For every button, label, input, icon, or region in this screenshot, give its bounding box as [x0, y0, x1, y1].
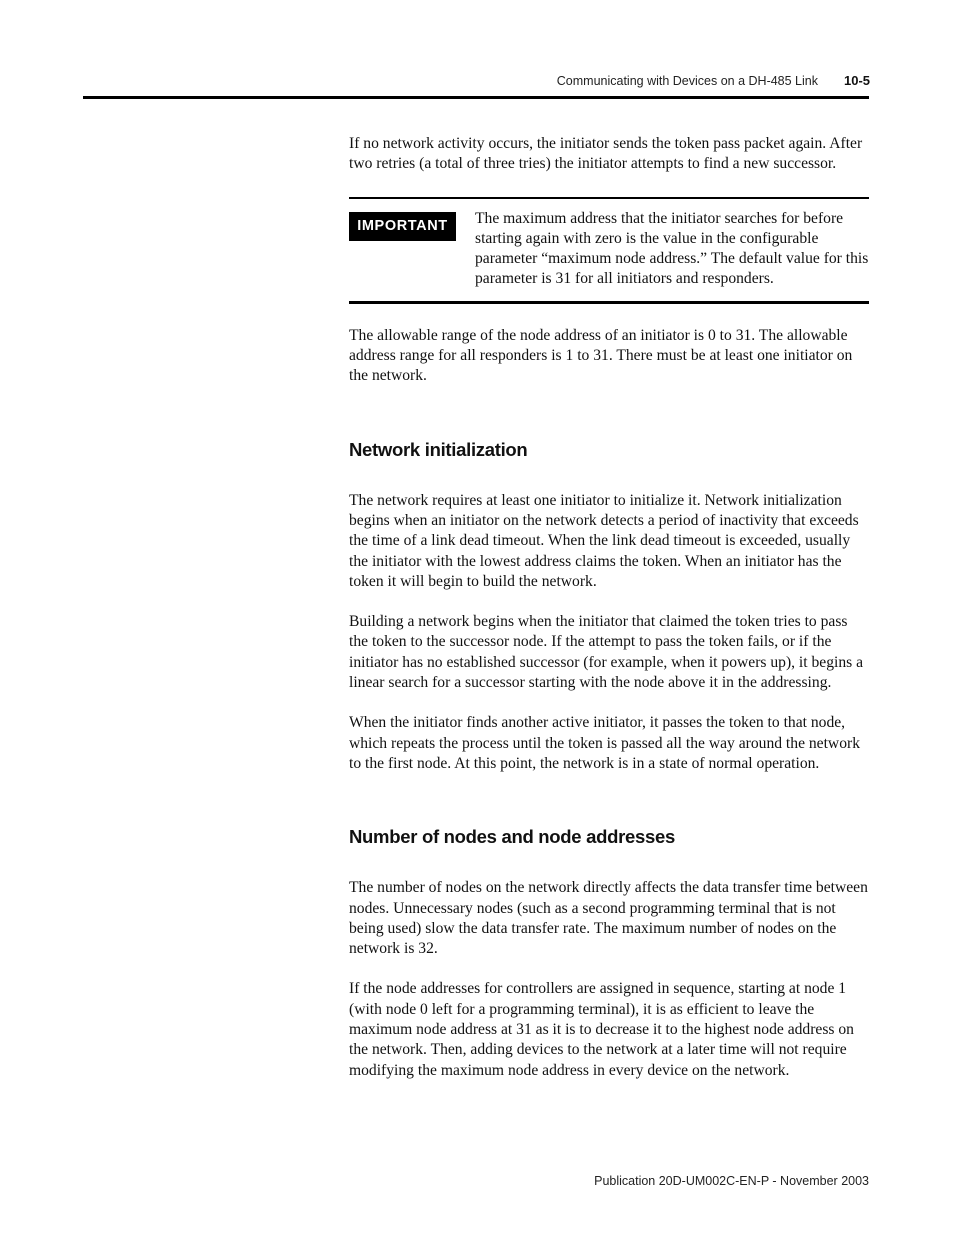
section2-paragraph: If the node addresses for controllers are assigned in sequence, starting at node 1 (with node 0 left for a programming terminal), it is as efficient to leave the maximum node address at 31 as it is to decrease it to the highest node address on the network. Then, adding devices to the network at a later time will not require modifying the maximum node address in every device on the network.	[349, 980, 854, 1079]
running-header-title: Communicating with Devices on a DH-485 Link	[556, 74, 818, 88]
page-number: 10-5	[844, 73, 871, 88]
footer-publication: Publication 20D-UM002C-EN-P - November 2003	[594, 1174, 869, 1188]
page-body	[349, 134, 869, 1081]
address-range-paragraph: The allowable range of the node address of an initiator is 0 to 31. The allowable address range for all responders is 1 to 31. There must be at least one initiator on the network.	[349, 326, 853, 385]
section-heading-network-initialization: Network initialization	[349, 438, 528, 460]
important-text: The maximum address that the initiator searches for before starting again with zero is the value in the configurable parameter “maximum node address.” The default value for this parameter is 31 for all initiators and responders.	[475, 209, 869, 288]
section1-paragraph: The network requires at least one initiator to initialize it. Network initialization begins when an initiator on the network detects a period of inactivity that exceeds the time of a link dead timeout. When the link dead timeout is exceeded, usually the initiator with the lowest address claims the token. When an initiator has the token it will begin to build the network.	[349, 491, 859, 590]
important-label: IMPORTANT	[349, 212, 456, 241]
section-heading-nodes-addresses: Number of nodes and node addresses	[349, 826, 675, 848]
intro-paragraph: If no network activity occurs, the initiator sends the token pass packet again. After two retries (a total of three tries) the initiator attempts to find a new successor.	[349, 135, 863, 173]
section1-paragraph: When the initiator finds another active initiator, it passes the token to that node, which repeats the process until the token is passed all the way around the network to the first node. At this point, the network is in a state of normal operation.	[349, 714, 860, 772]
important-note	[349, 197, 869, 304]
header-rule	[83, 96, 869, 99]
section2-paragraph: The number of nodes on the network directly affects the data transfer time between nodes. Unnecessary nodes (such as a second programming terminal that is not being used) slow the data transfer rate. The maximum number of nodes on the network is 32.	[349, 879, 868, 958]
section1-paragraph: Building a network begins when the initiator that claimed the token tries to pass the token to the successor node. If the attempt to pass the token fails, or if the initiator has no established successor (for example, when it powers up), it begins a linear search for a successor starting with the node above it in the addressing.	[349, 613, 864, 692]
